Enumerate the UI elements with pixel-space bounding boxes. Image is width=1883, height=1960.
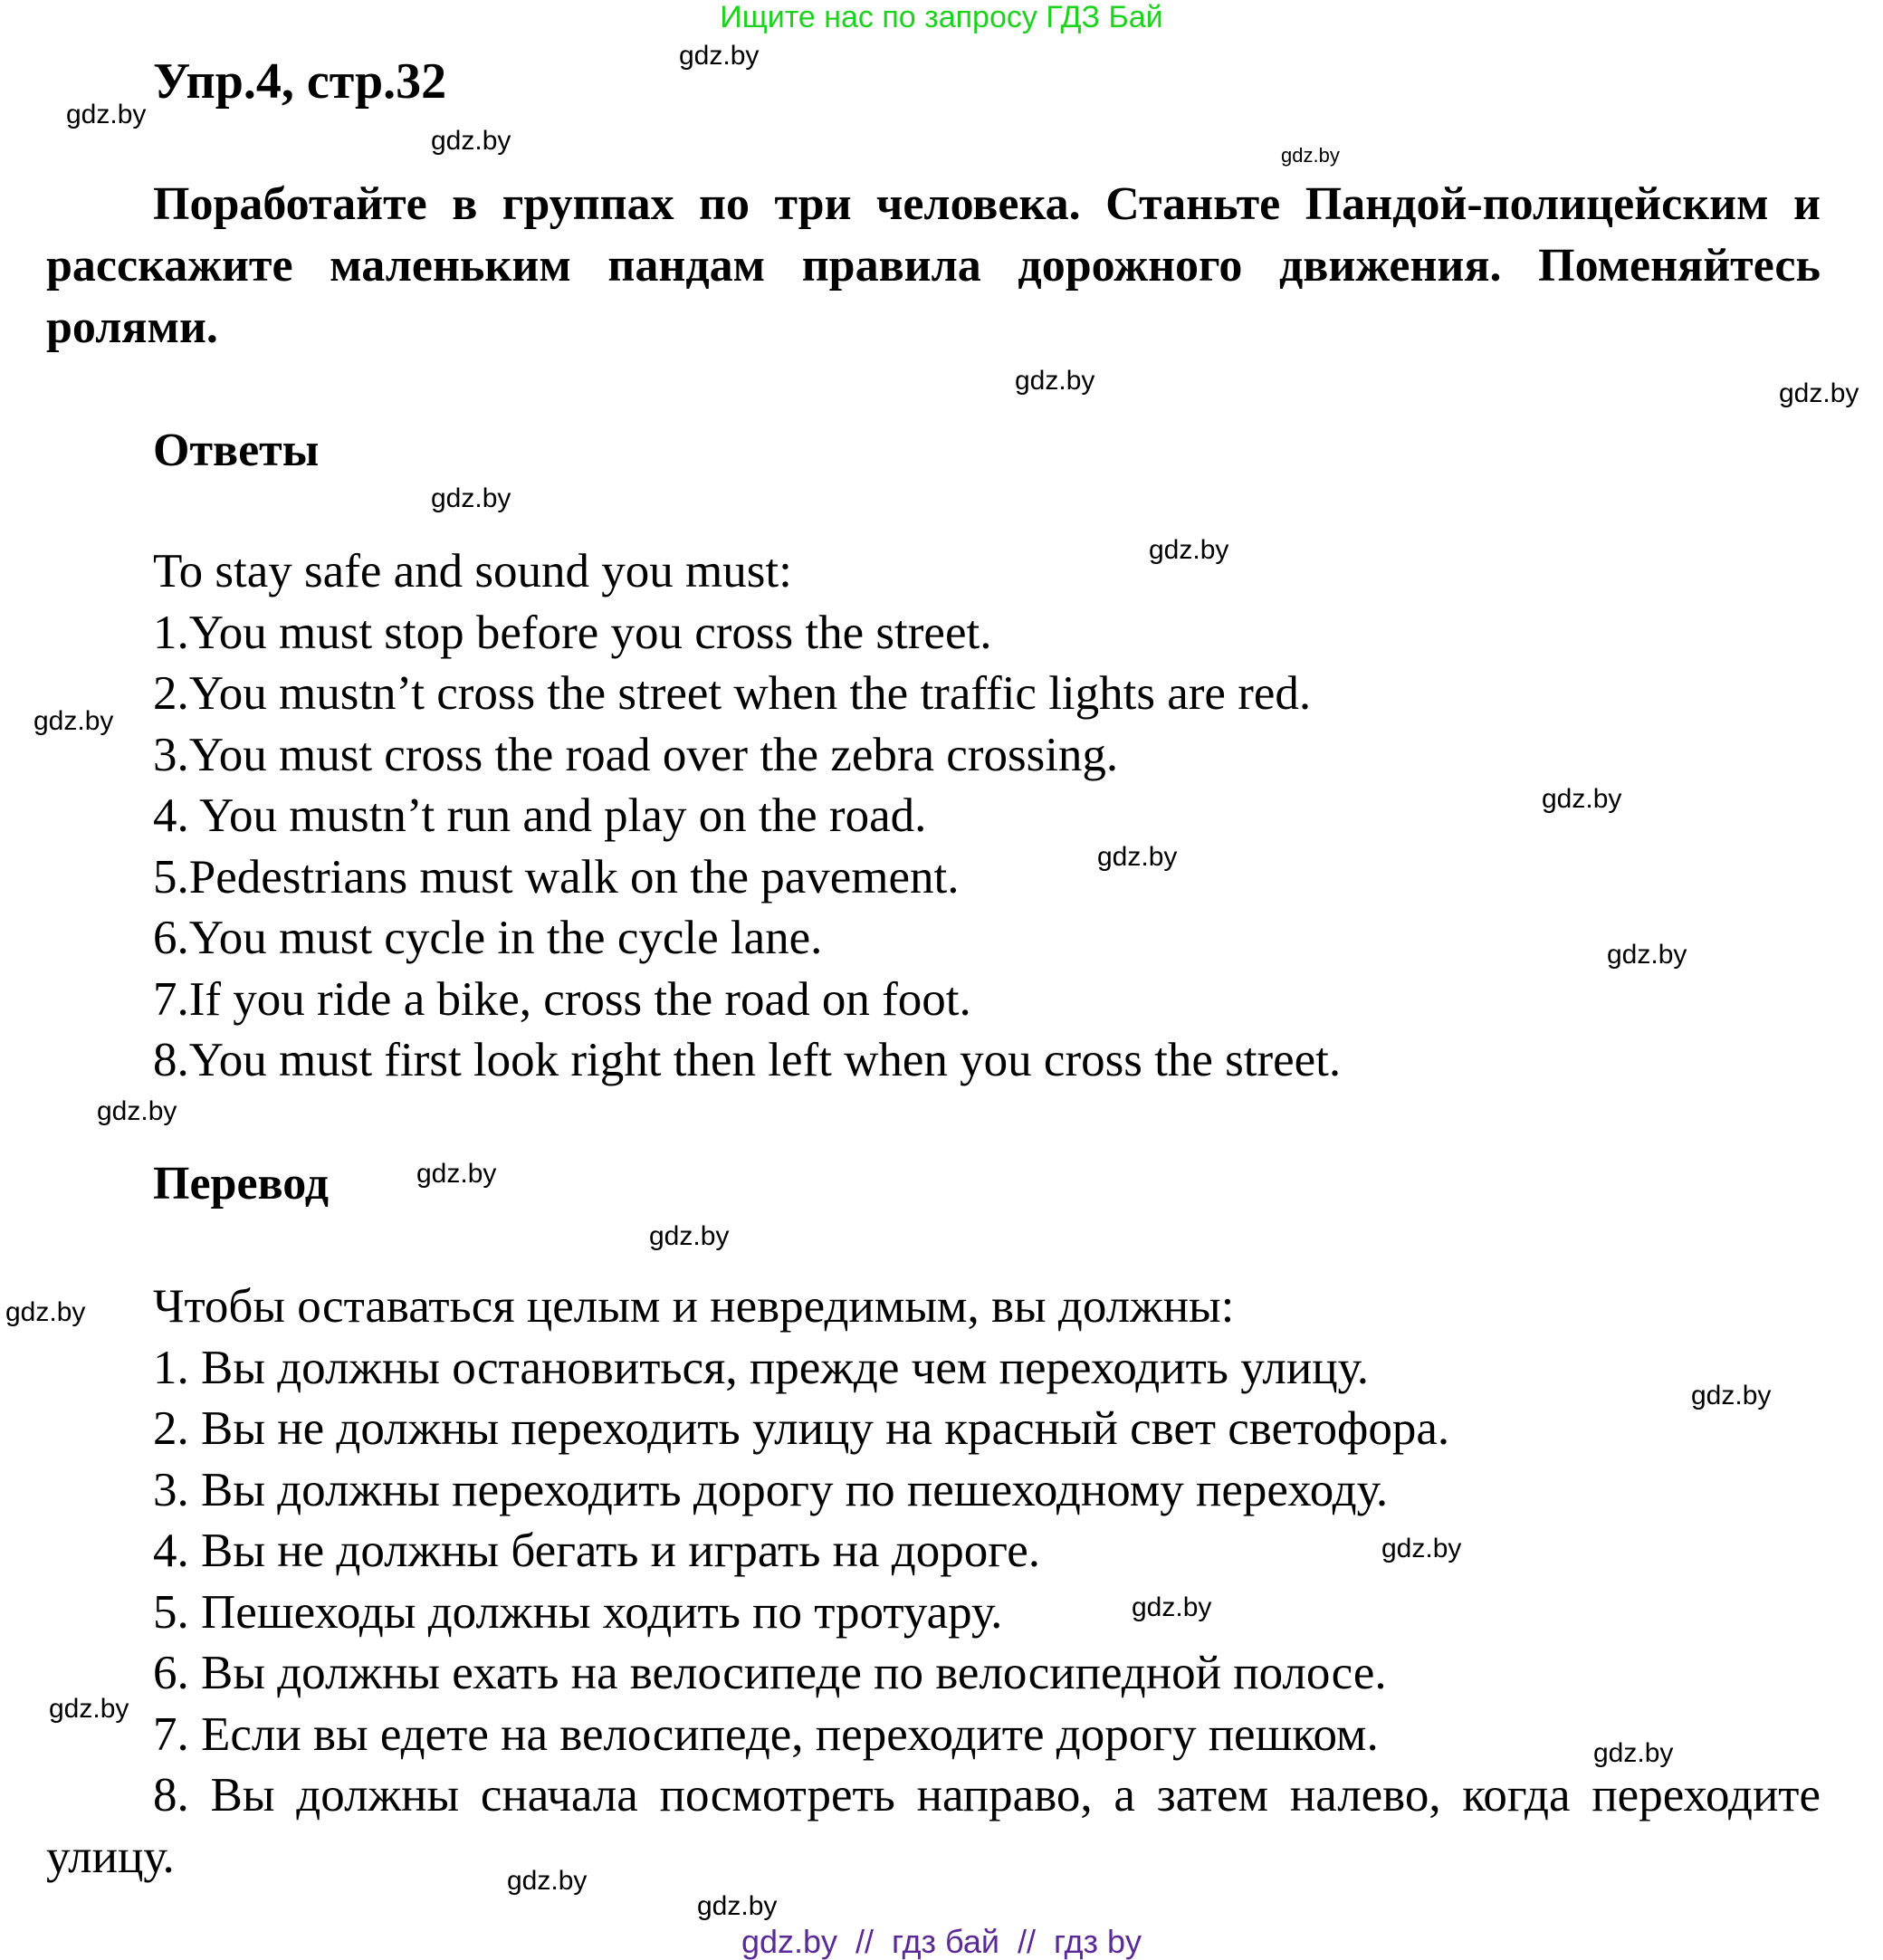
- watermark: gdz.by: [1132, 1592, 1212, 1622]
- watermark: gdz.by: [1607, 940, 1687, 970]
- watermark: gdz.by: [679, 41, 760, 71]
- watermark: gdz.by: [1149, 535, 1229, 565]
- exercise-title: Упр.4, стр.32: [153, 53, 447, 110]
- list-item: 7.If you ride a bike, cross the road on foot.: [153, 972, 971, 1026]
- watermark: gdz.by: [1097, 842, 1178, 872]
- watermark: gdz.by: [1381, 1534, 1462, 1563]
- watermark: gdz.by: [1691, 1381, 1772, 1410]
- watermark: gdz.by: [649, 1221, 730, 1251]
- list-item: 5. Пешеходы должны ходить по тротуару.: [153, 1585, 1003, 1639]
- list-item: 3. Вы должны переходить дорогу по пешеходному переходу.: [153, 1463, 1389, 1516]
- list-item: To stay safe and sound you must:: [153, 545, 792, 598]
- watermark: gdz.by: [1281, 144, 1340, 167]
- watermark: gdz.by: [5, 1297, 86, 1327]
- list-item: 3.You must cross the road over the zebra crossing.: [153, 728, 1119, 781]
- list-item: 5.Pedestrians must walk on the pavement.: [153, 850, 960, 904]
- search-banner: Ищите нас по запросу ГДЗ Бай: [720, 0, 1163, 34]
- answers-heading: Ответы: [153, 425, 320, 476]
- watermark: gdz.by: [507, 1866, 588, 1896]
- watermark: gdz.by: [416, 1159, 497, 1189]
- watermark: gdz.by: [49, 1694, 129, 1724]
- list-item: 1.You must stop before you cross the street.: [153, 606, 992, 659]
- list-item: 6. Вы должны ехать на велосипеде по велосипедной полосе.: [153, 1647, 1387, 1699]
- watermark: gdz.by: [1542, 784, 1622, 814]
- watermark: gdz.by: [1779, 378, 1859, 408]
- answers-list: [153, 541, 1821, 1092]
- list-item: 2. Вы не должны переходить улицу на красный свет светофора.: [153, 1402, 1450, 1455]
- list-item: 4. You mustn’t run and play on the road.: [153, 789, 927, 842]
- list-item: 4. Вы не должны бегать и играть на дороге.: [153, 1525, 1041, 1577]
- watermark: gdz.by: [66, 100, 147, 129]
- list-item: 1. Вы должны остановиться, прежде чем переходить улицу.: [153, 1341, 1370, 1394]
- watermark: gdz.by: [33, 706, 114, 736]
- list-item: 8.You must first look right then left when you cross the street.: [153, 1034, 1342, 1086]
- watermark: gdz.by: [1015, 366, 1095, 396]
- watermark: gdz.by: [431, 483, 511, 513]
- task-text: Поработайте в группах по три человека. Станьте Пандой-полицейским и расскажите маленьким пандам правила дорожного движения. Поменяйтесь ролями.: [46, 178, 1821, 353]
- watermark: gdz.by: [697, 1891, 778, 1921]
- list-item: 8. Вы должны сначала посмотреть направо, а затем налево, когда переходите улицу.: [46, 1769, 1821, 1883]
- footer-links[interactable]: gdz.by // гдз бай // гдз by: [741, 1923, 1142, 1960]
- list-item: 7. Если вы едете на велосипеде, переходите дорогу пешком.: [153, 1707, 1379, 1761]
- list-item: 6.You must cycle in the cycle lane.: [153, 912, 823, 964]
- watermark: gdz.by: [97, 1096, 177, 1126]
- list-item: 2.You mustn’t cross the street when the traffic lights are red.: [153, 667, 1312, 720]
- watermark: gdz.by: [431, 126, 511, 156]
- watermark: gdz.by: [1593, 1738, 1674, 1768]
- list-item: Чтобы оставаться целым и невредимым, вы должны:: [153, 1280, 1235, 1333]
- translation-heading: Перевод: [153, 1158, 330, 1209]
